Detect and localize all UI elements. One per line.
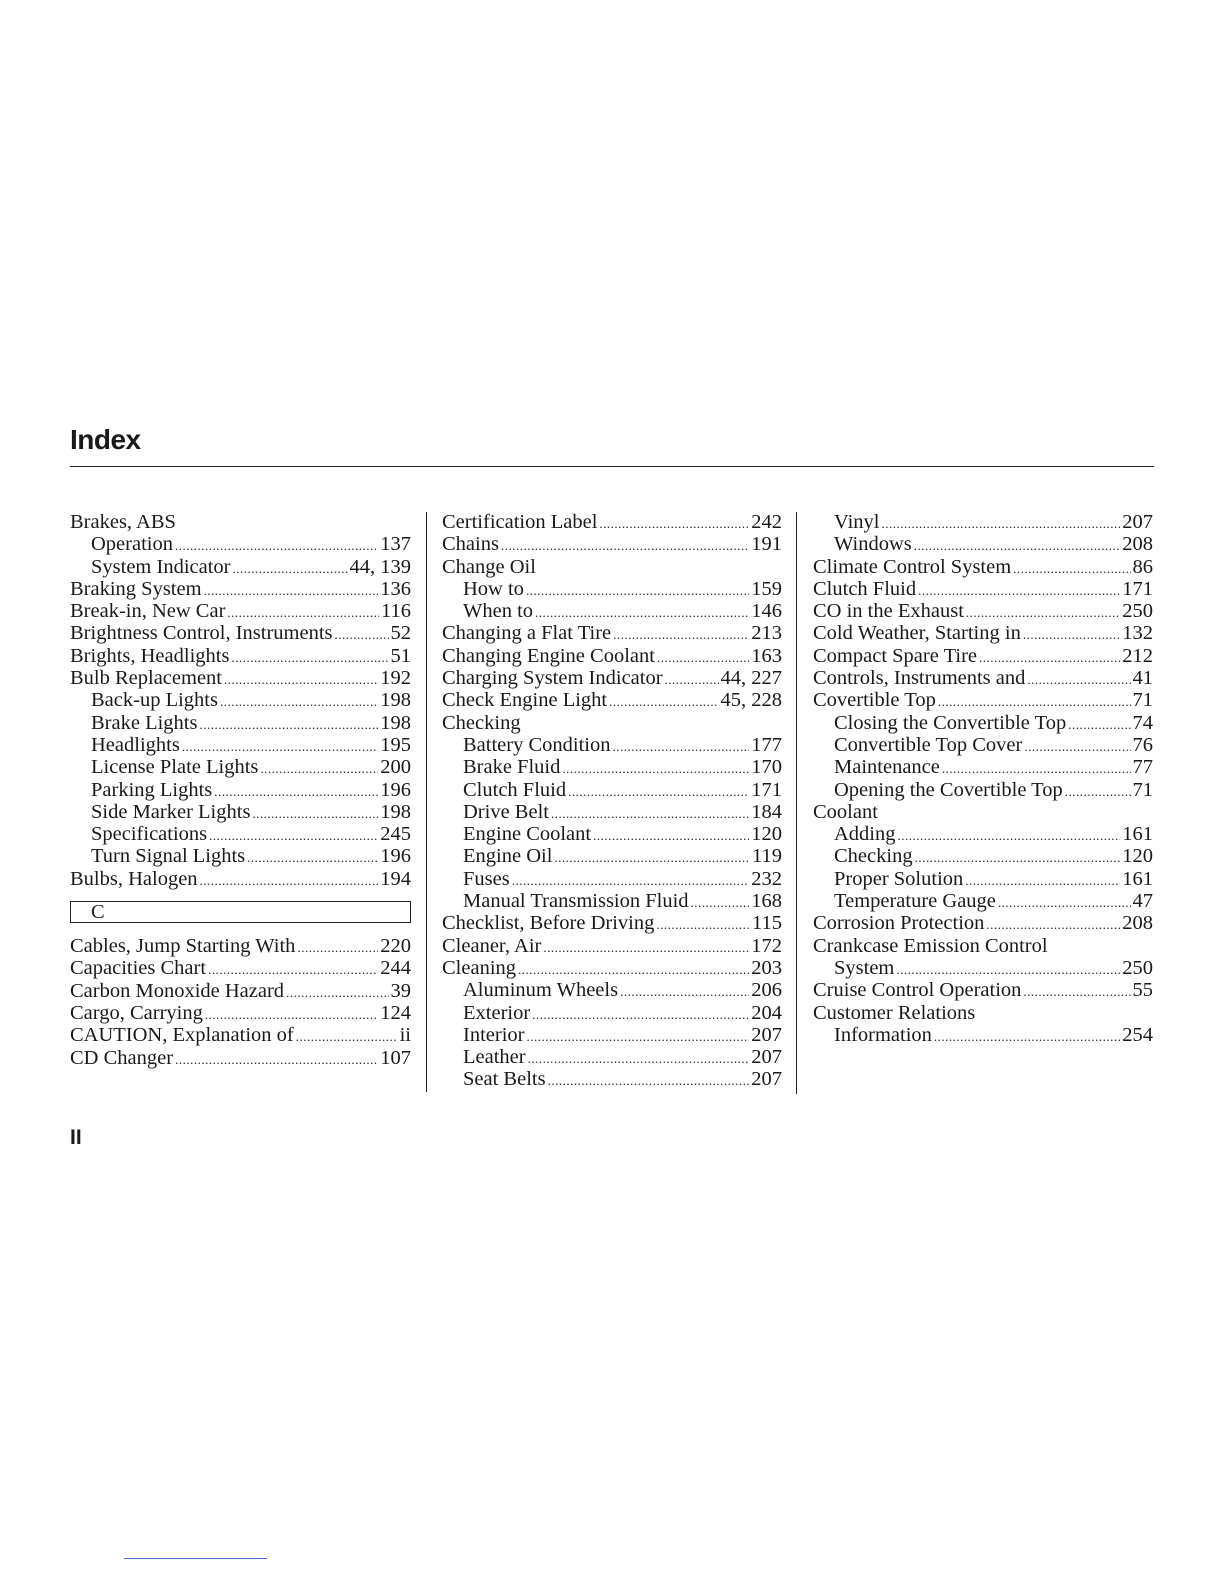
entry-term: Covertible Top (813, 689, 936, 712)
column-divider (426, 512, 427, 1092)
entry-page-number: 203 (751, 956, 782, 979)
page-number: II (70, 1126, 82, 1149)
entry-page-number: 200 (380, 756, 411, 779)
index-entry (442, 957, 782, 979)
index-entry (442, 689, 782, 711)
entry-term: Specifications (91, 823, 208, 846)
entry-page-number: 161 (1122, 867, 1153, 890)
entry-term: Engine Oil (463, 845, 553, 868)
entry-term: System Indicator (91, 555, 231, 578)
index-subentry (813, 779, 1153, 801)
entry-page-number: 245 (380, 823, 411, 846)
index-subentry (442, 1068, 782, 1090)
entry-page-number: 171 (1122, 577, 1153, 600)
dot-leader (231, 647, 388, 669)
index-subentry (70, 556, 411, 578)
entry-term: Cleaning (442, 956, 517, 979)
index-subentry (442, 756, 782, 778)
dot-leader (247, 847, 378, 869)
index-entry (442, 935, 782, 957)
entry-page-number: 207 (751, 1068, 782, 1091)
dot-leader (297, 937, 378, 959)
entry-term: Turn Signal Lights (91, 845, 246, 868)
dot-leader (612, 736, 749, 758)
entry-page-number: 194 (380, 867, 411, 890)
entry-term: Aluminum Wheels (463, 979, 619, 1002)
entry-term: Fuses (463, 867, 510, 890)
entry-page-number: 119 (752, 845, 782, 868)
index-subentry (442, 801, 782, 823)
dot-leader (205, 1004, 378, 1026)
index-entry (813, 912, 1153, 934)
index-subentry (813, 957, 1153, 979)
dot-leader (1023, 981, 1130, 1003)
entry-term: Certification Label (442, 511, 598, 533)
entry-page-number: 44, 227 (720, 667, 782, 690)
entry-term: CD Changer (70, 1046, 174, 1069)
entry-term: Engine Coolant (463, 823, 592, 846)
entry-term: Coolant (813, 800, 878, 823)
entry-term: Cables, Jump Starting With (70, 935, 296, 958)
index-subentry (813, 868, 1153, 890)
dot-leader (656, 914, 750, 936)
entry-term: Crankcase Emission Control (813, 934, 1048, 957)
dot-leader (233, 558, 348, 580)
dot-leader (568, 781, 749, 803)
entry-term: Checklist, Before Driving (442, 912, 655, 935)
entry-term: Headlights (91, 733, 180, 756)
entry-term: Exterior (463, 1001, 531, 1024)
entry-term: Bulbs, Halogen (70, 867, 198, 890)
index-entry (813, 935, 1153, 957)
entry-term: Manual Transmission Fluid (463, 890, 689, 913)
entry-term: Compact Spare Tire (813, 644, 977, 667)
index-entry (70, 980, 411, 1002)
entry-term: Controls, Instruments and (813, 667, 1026, 690)
index-subentry (813, 712, 1153, 734)
entry-page-number: 220 (380, 935, 411, 958)
page-title: Index (70, 424, 141, 455)
dot-leader (898, 825, 1121, 847)
index-entry (70, 622, 411, 644)
dot-leader (979, 647, 1120, 669)
entry-page-number: 232 (751, 867, 782, 890)
dot-leader (204, 580, 379, 602)
dot-leader (548, 1070, 750, 1092)
index-entry (442, 556, 782, 578)
index-subentry (442, 845, 782, 867)
entry-page-number: 254 (1122, 1023, 1153, 1046)
dot-leader (691, 892, 750, 914)
dot-leader (965, 870, 1120, 892)
index-subentry (813, 823, 1153, 845)
entry-page-number: 250 (1122, 956, 1153, 979)
column-divider (796, 512, 797, 1094)
dot-leader (501, 535, 749, 557)
entry-page-number: 198 (380, 711, 411, 734)
entry-term: Closing the Convertible Top (834, 711, 1067, 734)
entry-page-number: 146 (751, 600, 782, 623)
entry-page-number: 207 (1122, 511, 1153, 533)
dot-leader (220, 691, 378, 713)
index-subentry (70, 756, 411, 778)
dot-leader (208, 959, 378, 981)
entry-page-number: 206 (751, 979, 782, 1002)
dot-leader (551, 803, 749, 825)
index-entry (442, 912, 782, 934)
footer-mark (124, 1558, 267, 1559)
entry-page-number: 137 (380, 533, 411, 556)
index-entry (813, 578, 1153, 600)
entry-term: Capacities Chart (70, 957, 207, 980)
entry-page-number: 159 (751, 577, 782, 600)
dot-leader (657, 647, 749, 669)
index-entry (442, 533, 782, 555)
entry-page-number: 52 (390, 622, 411, 645)
entry-page-number: 76 (1132, 733, 1153, 756)
dot-leader (914, 535, 1120, 557)
entry-page-number: 177 (751, 733, 782, 756)
index-subentry (442, 600, 782, 622)
index-entry (813, 979, 1153, 1001)
entry-term: Information (834, 1023, 932, 1046)
index-subentry (442, 734, 782, 756)
index-subentry (813, 845, 1153, 867)
index-entry (70, 957, 411, 979)
entry-term: Opening the Covertible Top (834, 778, 1063, 801)
index-entry (442, 622, 782, 644)
entry-term: Checking (834, 845, 913, 868)
entry-term: Checking (442, 711, 521, 734)
index-entry (813, 556, 1153, 578)
dot-leader (224, 669, 378, 691)
index-subentry (442, 890, 782, 912)
dot-leader (881, 513, 1120, 535)
entry-term: Brakes, ABS (70, 511, 176, 533)
entry-term: Parking Lights (91, 778, 213, 801)
index-subentry (70, 712, 411, 734)
section-letter-heading: C (70, 901, 411, 923)
index-entry (70, 868, 411, 890)
entry-term: Cruise Control Operation (813, 979, 1022, 1002)
index-subentry (70, 734, 411, 756)
entry-page-number: 136 (380, 577, 411, 600)
entry-term: Corrosion Protection (813, 912, 985, 935)
title-rule (70, 466, 1154, 467)
entry-page-number: 86 (1132, 555, 1153, 578)
entry-page-number: 204 (751, 1001, 782, 1024)
index-column-1 (70, 511, 411, 1069)
index-entry (70, 1047, 411, 1069)
index-entry (70, 511, 411, 533)
dot-leader (260, 758, 378, 780)
dot-leader (286, 982, 388, 1004)
dot-leader (609, 691, 718, 713)
dot-leader (175, 535, 378, 557)
index-subentry (442, 979, 782, 1001)
entry-page-number: 120 (1122, 845, 1153, 868)
entry-term: CO in the Exhaust (813, 600, 964, 623)
index-subentry (442, 578, 782, 600)
dot-leader (518, 959, 749, 981)
entry-page-number: 55 (1132, 979, 1153, 1002)
entry-term: Customer Relations (813, 1001, 976, 1024)
dot-leader (209, 825, 378, 847)
entry-page-number: 170 (751, 756, 782, 779)
entry-page-number: 172 (751, 934, 782, 957)
entry-page-number: 191 (751, 533, 782, 556)
dot-leader (296, 1026, 398, 1048)
entry-page-number: 44, 139 (349, 555, 411, 578)
index-entry (70, 1002, 411, 1024)
index-subentry (70, 823, 411, 845)
entry-term: Carbon Monoxide Hazard (70, 979, 285, 1002)
index-column-2 (442, 511, 782, 1091)
index-entry (70, 1024, 411, 1046)
entry-term: Changing Engine Coolant (442, 644, 655, 667)
dot-leader (214, 781, 378, 803)
dot-leader (528, 1048, 750, 1070)
dot-leader (200, 870, 379, 892)
dot-leader (918, 580, 1120, 602)
index-entry (442, 712, 782, 734)
entry-term: Battery Condition (463, 733, 611, 756)
entry-page-number: 115 (752, 912, 782, 935)
entry-page-number: 171 (751, 778, 782, 801)
entry-term: Maintenance (834, 756, 940, 779)
entry-term: Cargo, Carrying (70, 1001, 203, 1024)
entry-term: Break-in, New Car (70, 600, 226, 623)
entry-page-number: 41 (1132, 667, 1153, 690)
entry-term: Seat Belts (463, 1068, 546, 1091)
entry-page-number: 198 (380, 800, 411, 823)
entry-page-number: 161 (1122, 823, 1153, 846)
entry-page-number: 207 (751, 1023, 782, 1046)
entry-page-number: 250 (1122, 600, 1153, 623)
dot-leader (998, 892, 1131, 914)
index-subentry (70, 533, 411, 555)
index-subentry (813, 756, 1153, 778)
entry-term: Back-up Lights (91, 689, 218, 712)
entry-term: Brightness Control, Instruments (70, 622, 333, 645)
entry-term: Operation (91, 533, 173, 556)
index-subentry (442, 823, 782, 845)
entry-page-number: 120 (751, 823, 782, 846)
dot-leader (1024, 736, 1130, 758)
index-entry (813, 622, 1153, 644)
index-subentry (442, 1002, 782, 1024)
entry-page-number: 213 (751, 622, 782, 645)
entry-term: Change Oil (442, 555, 536, 578)
index-entry (442, 645, 782, 667)
entry-term: Temperature Gauge (834, 890, 996, 913)
dot-leader (986, 914, 1120, 936)
dot-leader (1013, 558, 1130, 580)
index-entry (70, 667, 411, 689)
entry-page-number: 51 (390, 644, 411, 667)
index-entry (70, 600, 411, 622)
entry-term: Vinyl (834, 511, 880, 533)
entry-term: Cold Weather, Starting in (813, 622, 1021, 645)
entry-term: Cleaner, Air (442, 934, 542, 957)
dot-leader (1027, 669, 1130, 691)
dot-leader (562, 758, 749, 780)
entry-term: Interior (463, 1023, 525, 1046)
entry-term: Convertible Top Cover (834, 733, 1023, 756)
index-entry (813, 667, 1153, 689)
entry-term: Adding (834, 823, 896, 846)
entry-term: Charging System Indicator (442, 667, 663, 690)
entry-page-number: 74 (1132, 711, 1153, 734)
dot-leader (335, 624, 389, 646)
entry-term: Leather (463, 1046, 526, 1069)
dot-leader (938, 691, 1131, 713)
dot-leader (512, 870, 750, 892)
entry-term: Side Marker Lights (91, 800, 251, 823)
entry-page-number: 208 (1122, 533, 1153, 556)
entry-term: When to (463, 600, 534, 623)
entry-page-number: 77 (1132, 756, 1153, 779)
entry-term: CAUTION, Explanation of (70, 1024, 294, 1047)
index-subentry (813, 1024, 1153, 1046)
entry-page-number: 184 (751, 800, 782, 823)
entry-term: Windows (834, 533, 912, 556)
dot-leader (175, 1049, 378, 1071)
entry-term: Drive Belt (463, 800, 549, 823)
dot-leader (532, 1004, 749, 1026)
dot-leader (543, 937, 749, 959)
entry-term: Brake Fluid (463, 756, 561, 779)
entry-term: Check Engine Light (442, 689, 608, 712)
entry-page-number: 116 (381, 600, 411, 623)
dot-leader (896, 959, 1120, 981)
entry-page-number: 192 (380, 667, 411, 690)
dot-leader (526, 580, 749, 602)
entry-page-number: 196 (380, 778, 411, 801)
index-entry (70, 935, 411, 957)
index-subentry (442, 868, 782, 890)
dot-leader (535, 602, 749, 624)
entry-term: Brights, Headlights (70, 644, 230, 667)
dot-leader (252, 803, 378, 825)
entry-term: Chains (442, 533, 499, 556)
index-subentry (70, 801, 411, 823)
entry-page-number: 208 (1122, 912, 1153, 935)
dot-leader (526, 1026, 749, 1048)
index-entry (813, 645, 1153, 667)
index-entry (442, 511, 782, 533)
index-entry (813, 600, 1153, 622)
index-entry (70, 645, 411, 667)
entry-page-number: ii (399, 1024, 411, 1047)
dot-leader (620, 981, 749, 1003)
index-entry (813, 801, 1153, 823)
entry-term: Brake Lights (91, 711, 198, 734)
index-subentry (813, 734, 1153, 756)
dot-leader (599, 513, 749, 535)
dot-leader (613, 624, 749, 646)
entry-page-number: 198 (380, 689, 411, 712)
dot-leader (665, 669, 719, 691)
entry-page-number: 124 (380, 1001, 411, 1024)
entry-page-number: 212 (1122, 644, 1153, 667)
entry-term: System (834, 956, 895, 979)
index-entry (70, 578, 411, 600)
entry-page-number: 196 (380, 845, 411, 868)
entry-term: Changing a Flat Tire (442, 622, 612, 645)
index-subentry (813, 511, 1153, 533)
entry-page-number: 242 (751, 511, 782, 533)
dot-leader (942, 758, 1131, 780)
index-entry (442, 667, 782, 689)
index-entry (813, 689, 1153, 711)
index-entry (813, 1002, 1153, 1024)
dot-leader (1068, 714, 1130, 736)
index-column-3 (813, 511, 1153, 1046)
entry-page-number: 168 (751, 890, 782, 913)
dot-leader (554, 847, 750, 869)
entry-page-number: 71 (1132, 778, 1153, 801)
entry-term: Climate Control System (813, 555, 1012, 578)
entry-term: Bulb Replacement (70, 667, 222, 690)
dot-leader (199, 714, 378, 736)
index-subentry (442, 1024, 782, 1046)
entry-term: Proper Solution (834, 867, 964, 890)
entry-term: How to (463, 577, 524, 600)
index-subentry (70, 779, 411, 801)
entry-page-number: 132 (1122, 622, 1153, 645)
entry-term: Braking System (70, 577, 202, 600)
entry-page-number: 163 (751, 644, 782, 667)
dot-leader (966, 602, 1120, 624)
entry-page-number: 244 (380, 957, 411, 980)
dot-leader (1023, 624, 1120, 646)
entry-page-number: 39 (390, 979, 411, 1002)
index-subentry (70, 689, 411, 711)
entry-term: Clutch Fluid (813, 577, 917, 600)
index-subentry (70, 845, 411, 867)
index-subentry (813, 890, 1153, 912)
dot-leader (593, 825, 749, 847)
index-subentry (813, 533, 1153, 555)
index-subentry (442, 779, 782, 801)
dot-leader (1065, 781, 1131, 803)
entry-term: Clutch Fluid (463, 778, 567, 801)
entry-page-number: 207 (751, 1046, 782, 1069)
index-subentry (442, 1046, 782, 1068)
dot-leader (182, 736, 378, 758)
dot-leader (934, 1026, 1120, 1048)
entry-page-number: 45, 228 (720, 689, 782, 712)
dot-leader (227, 602, 379, 624)
entry-page-number: 47 (1132, 890, 1153, 913)
entry-page-number: 195 (380, 733, 411, 756)
dot-leader (915, 847, 1121, 869)
entry-page-number: 71 (1132, 689, 1153, 712)
entry-page-number: 107 (380, 1046, 411, 1069)
entry-term: License Plate Lights (91, 756, 259, 779)
